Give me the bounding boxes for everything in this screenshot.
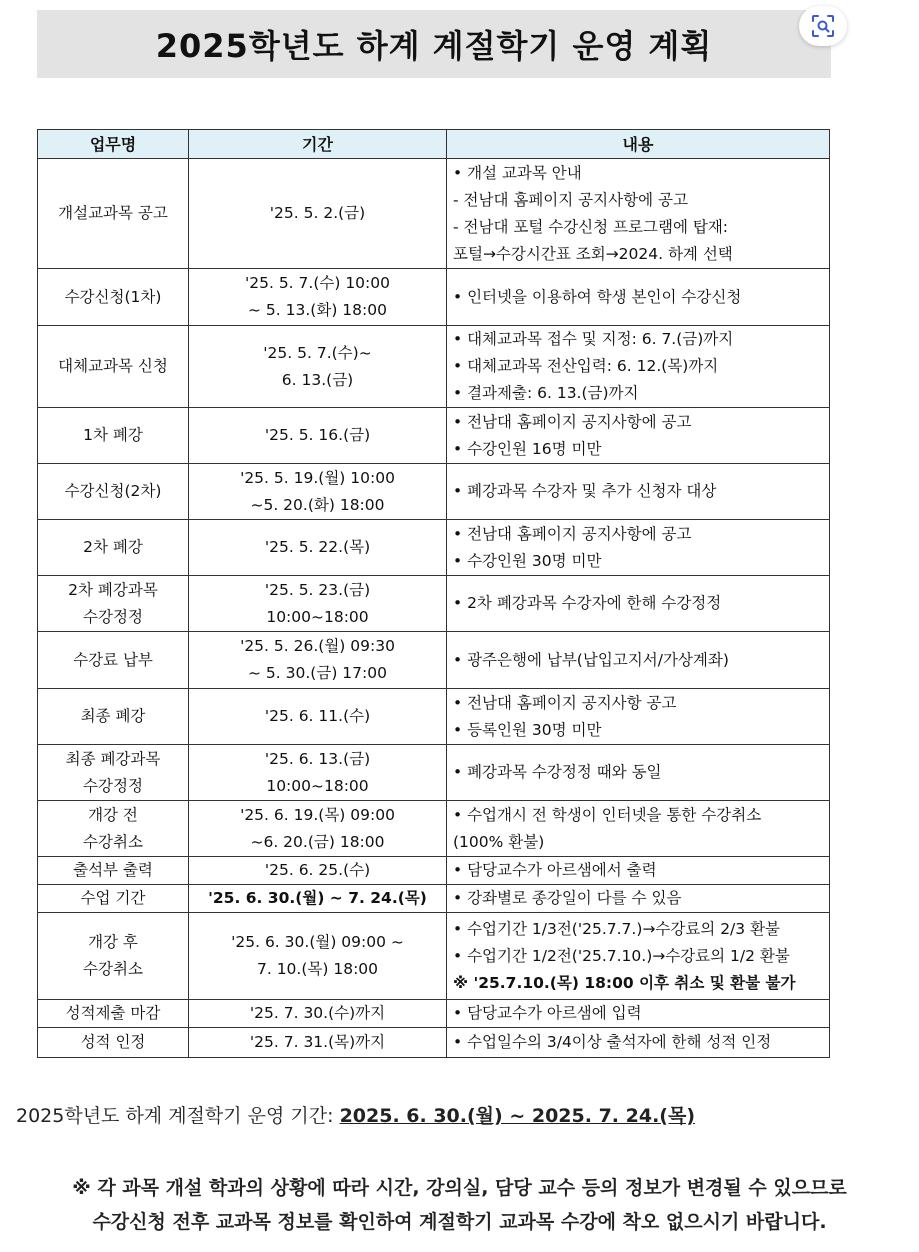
- period-cell-line: '25. 6. 11.(수): [264, 707, 371, 725]
- period-cell: [189, 520, 447, 576]
- table-row: [38, 632, 830, 689]
- schedule-table: [37, 129, 830, 1058]
- period-cell: [189, 1028, 447, 1058]
- content-cell-line: • 수업기간 1/2전('25.7.10.)→수강료의 1/2 환불: [453, 946, 790, 965]
- content-cell: [447, 745, 830, 801]
- header-period: 기간: [189, 130, 447, 159]
- period-cell: [189, 326, 447, 408]
- content-cell-line: • 결과제출: 6. 13.(금)까지: [453, 384, 639, 402]
- task-cell: [38, 745, 189, 801]
- task-cell: [38, 326, 189, 408]
- operating-period: [16, 1101, 695, 1128]
- task-cell-line: 개강 후: [88, 933, 138, 951]
- period-cell-line: ~ 5. 30.(금) 17:00: [248, 664, 387, 682]
- period-cell: [189, 159, 447, 269]
- period-cell: [189, 269, 447, 326]
- period-cell: [189, 576, 447, 632]
- task-cell: [38, 1028, 189, 1058]
- period-cell-line: '25. 5. 26.(월) 09:30: [240, 637, 395, 655]
- task-cell: [38, 1000, 189, 1028]
- task-cell-line: 최종 폐강과목: [65, 749, 161, 768]
- content-cell-line: • 수강인원 30명 미만: [453, 551, 602, 570]
- period-cell-line: '25. 5. 7.(수) 10:00: [244, 274, 390, 292]
- content-cell: [447, 326, 830, 408]
- period-cell-line: '25. 7. 31.(목)까지: [249, 1033, 386, 1051]
- page-title: 2025학년도 하계 계절학기 운영 계획: [155, 27, 713, 65]
- content-cell: [447, 632, 830, 689]
- task-cell-line: 수강정정: [83, 776, 143, 795]
- content-cell-line: • 등록인원 30명 미만: [453, 720, 602, 739]
- content-cell-line: 포털→수강시간표 조회→2024. 하계 선택: [453, 244, 733, 263]
- content-cell: [447, 913, 830, 1000]
- period-cell-line: '25. 6. 13.(금): [264, 749, 371, 768]
- table-row: [38, 326, 830, 408]
- period-cell-line: '25. 5. 19.(월) 10:00: [240, 468, 395, 487]
- period-cell-line: '25. 5. 7.(수)~: [263, 343, 372, 362]
- table-row: [38, 857, 830, 885]
- period-cell-line: '25. 5. 23.(금): [264, 580, 371, 599]
- task-cell: [38, 801, 189, 857]
- content-cell: [447, 689, 830, 745]
- table-row: [38, 159, 830, 269]
- content-cell-line: • 전남대 홈페이지 공지사항에 공고: [453, 412, 692, 431]
- task-cell-line: 2차 폐강: [83, 538, 143, 556]
- content-cell-line: • 수업개시 전 학생이 인터넷을 통한 수강취소: [453, 805, 762, 824]
- lens-icon: [810, 13, 836, 39]
- task-cell: [38, 885, 189, 913]
- period-cell: [189, 857, 447, 885]
- period-cell-line: '25. 6. 30.(월) ~ 7. 24.(목): [208, 889, 427, 907]
- period-cell: [189, 632, 447, 689]
- table-row: [38, 520, 830, 576]
- task-cell: [38, 464, 189, 520]
- task-cell: [38, 857, 189, 885]
- header-task: 업무명: [38, 130, 189, 159]
- table-row: [38, 801, 830, 857]
- period-cell-line: '25. 7. 30.(수)까지: [249, 1004, 386, 1022]
- content-cell: [447, 520, 830, 576]
- task-cell-line: 성적 인정: [80, 1033, 146, 1051]
- notice: [0, 1171, 919, 1239]
- period-cell: [189, 464, 447, 520]
- period-cell: [189, 801, 447, 857]
- task-cell-line: 최종 폐강: [80, 707, 146, 725]
- period-cell-line: '25. 5. 22.(목): [264, 538, 371, 556]
- header-content: 내용: [447, 130, 830, 159]
- content-cell-line: • 전남대 홈페이지 공지사항 공고: [453, 693, 677, 712]
- period-cell-line: ~5. 20.(화) 18:00: [250, 495, 385, 514]
- task-cell-line: 성적제출 마감: [65, 1004, 161, 1022]
- content-cell-line: ※ '25.7.10.(목) 18:00 이후 취소 및 환불 불가: [453, 973, 796, 992]
- task-cell-line: 2차 폐강과목: [68, 580, 158, 599]
- table-row: [38, 464, 830, 520]
- task-cell: [38, 159, 189, 269]
- operating-period-value: 2025. 6. 30.(월) ~ 2025. 7. 24.(목): [339, 1105, 696, 1127]
- notice-line-1: ※ 각 과목 개설 학과의 상황에 따라 시간, 강의실, 담당 교수 등의 정보가 변경될 수 있으므로: [72, 1177, 847, 1199]
- content-cell-line: • 폐강과목 수강정정 때와 동일: [453, 763, 662, 781]
- table-row: [38, 1028, 830, 1058]
- task-cell: [38, 520, 189, 576]
- content-cell: [447, 464, 830, 520]
- content-cell: [447, 885, 830, 913]
- table-row: [38, 689, 830, 745]
- content-cell-line: • 광주은행에 납부(납입고지서/가상계좌): [453, 650, 729, 669]
- content-cell: [447, 857, 830, 885]
- period-cell: [189, 745, 447, 801]
- content-cell-line: (100% 환불): [453, 832, 545, 851]
- content-cell-line: • 대체교과목 접수 및 지정: 6. 7.(금)까지: [453, 330, 734, 348]
- table-row: [38, 745, 830, 801]
- content-cell: [447, 159, 830, 269]
- task-cell-line: 수강취소: [83, 832, 143, 851]
- content-cell: [447, 1000, 830, 1028]
- task-cell: [38, 576, 189, 632]
- content-cell: [447, 576, 830, 632]
- task-cell-line: 수강정정: [83, 607, 143, 626]
- notice-line-2: 수강신청 전후 교과목 정보를 확인하여 계절학기 교과목 수강에 착오 없으시기 바랍니다.: [92, 1211, 827, 1233]
- image-search-button[interactable]: [799, 6, 847, 46]
- content-cell-line: • 폐강과목 수강자 및 추가 신청자 대상: [453, 482, 717, 500]
- period-cell-line: '25. 6. 25.(수): [264, 861, 371, 879]
- task-cell: [38, 913, 189, 1000]
- content-cell-line: • 담당교수가 아르샘에 입력: [453, 1004, 642, 1022]
- table-row: [38, 885, 830, 913]
- content-cell-line: • 수업기간 1/3전('25.7.7.)→수강료의 2/3 환불: [453, 919, 781, 938]
- task-cell: [38, 269, 189, 326]
- content-cell-line: • 강좌별로 종강일이 다를 수 있음: [453, 889, 682, 907]
- task-cell-line: 수강신청(2차): [64, 482, 162, 500]
- period-cell-line: '25. 6. 30.(월) 09:00 ~: [231, 933, 404, 951]
- task-cell-line: 대체교과목 신청: [58, 357, 168, 375]
- task-cell: [38, 632, 189, 689]
- content-cell: [447, 269, 830, 326]
- task-cell-line: 수업 기간: [80, 889, 146, 907]
- content-cell-line: - 전남대 홈페이지 공지사항에 공고: [453, 190, 688, 209]
- content-cell: [447, 1028, 830, 1058]
- task-cell: [38, 689, 189, 745]
- period-cell-line: '25. 6. 19.(목) 09:00: [240, 805, 395, 824]
- content-cell-line: - 전남대 포털 수강신청 프로그램에 탑재:: [453, 217, 729, 236]
- content-cell-line: • 수업일수의 3/4이상 출석자에 한해 성적 인정: [453, 1033, 772, 1051]
- period-cell: [189, 408, 447, 464]
- content-cell-line: • 담당교수가 아르샘에서 출력: [453, 861, 657, 879]
- period-cell-line: 10:00~18:00: [266, 776, 369, 795]
- content-cell: [447, 801, 830, 857]
- content-cell-line: • 인터넷을 이용하여 학생 본인이 수강신청: [453, 287, 742, 306]
- content-cell-line: • 개설 교과목 안내: [453, 163, 582, 182]
- title-banner: [37, 10, 831, 78]
- period-cell-line: 10:00~18:00: [266, 607, 369, 626]
- table-row: [38, 408, 830, 464]
- table-row: [38, 269, 830, 326]
- task-cell-line: 1차 폐강: [83, 426, 143, 444]
- period-cell: [189, 1000, 447, 1028]
- period-cell-line: ~6. 20.(금) 18:00: [250, 832, 385, 851]
- period-cell-line: 7. 10.(목) 18:00: [256, 960, 379, 978]
- content-cell-line: • 수강인원 16명 미만: [453, 439, 602, 458]
- task-cell-line: 출석부 출력: [73, 861, 153, 879]
- operating-period-label: 2025학년도 하계 계절학기 운영 기간:: [16, 1105, 340, 1127]
- task-cell-line: 수강료 납부: [73, 650, 153, 669]
- content-cell-line: • 전남대 홈페이지 공지사항에 공고: [453, 524, 692, 543]
- task-cell-line: 개설교과목 공고: [58, 204, 168, 222]
- table-row: [38, 576, 830, 632]
- period-cell-line: '25. 5. 16.(금): [264, 426, 371, 444]
- content-cell-line: • 대체교과목 전산입력: 6. 12.(목)까지: [453, 357, 719, 375]
- content-cell-line: • 2차 폐강과목 수강자에 한해 수강정정: [453, 594, 722, 612]
- table-row: [38, 913, 830, 1000]
- content-cell: [447, 408, 830, 464]
- period-cell-line: ~ 5. 13.(화) 18:00: [248, 301, 387, 319]
- task-cell-line: 개강 전: [88, 805, 138, 824]
- period-cell-line: '25. 5. 2.(금): [269, 204, 366, 222]
- period-cell: [189, 913, 447, 1000]
- period-cell-line: 6. 13.(금): [281, 370, 354, 389]
- task-cell: [38, 408, 189, 464]
- period-cell: [189, 885, 447, 913]
- task-cell-line: 수강취소: [83, 960, 143, 978]
- task-cell-line: 수강신청(1차): [64, 287, 162, 306]
- table-header-row: [38, 130, 830, 159]
- period-cell: [189, 689, 447, 745]
- table-row: [38, 1000, 830, 1028]
